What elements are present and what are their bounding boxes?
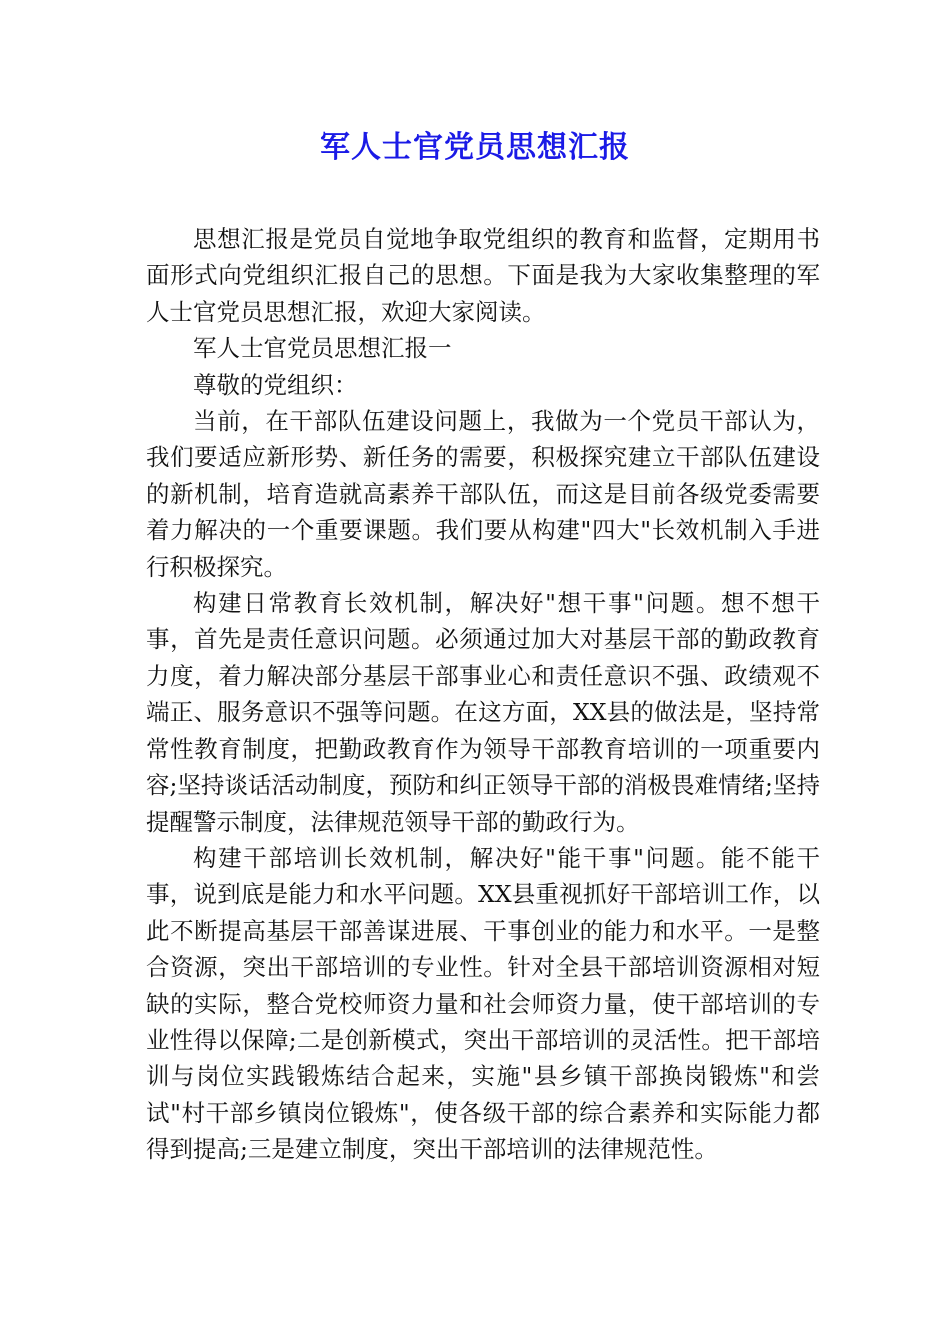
document-title: 军人士官党员思想汇报 [320,130,630,165]
paragraph-salutation: 尊敬的党组织： [193,370,358,399]
paragraph-body-3: 构建干部培训长效机制，解决好"能干事"问题。能不能干事，说到底是能力和水平问题。XX县重视抓好干部培训工作，以此不断提高基层干部善谋进展、干事创业的能力和水平。一是整合资源，突出干部培训的专业性。针对全县干部培训资源相对短缺的实际，整合党校师资力量和社会师资力量，使干部培训的专业性得以保障;二是创新模式，突出干部培训的灵活性。把干部培训与岗位实践锻炼结合起来，实施"县乡镇干部换岗锻炼"和尝试"村干部乡镇岗位锻炼"，使各级干部的综合素养和实际能力都得到提高;三是建立制度，突出干部培训的法律规范性。 [146,843,820,1164]
paragraph-subtitle: 军人士官党员思想汇报一 [193,334,452,363]
paragraph-body-2: 构建日常教育长效机制，解决好"想干事"问题。想不想干事，首先是责任意识问题。必须通过加大对基层干部的勤政教育力度，着力解决部分基层干部事业心和责任意识不强、政绩观不端正、服务意识不强等问题。在这方面，XX县的做法是，坚持常常性教育制度，把勤政教育作为领导干部教育培训的一项重要内容;坚持谈话活动制度，预防和纠正领导干部的消极畏难情绪;坚持提醒警示制度，法律规范领导干部的勤政行为。 [146,589,820,836]
paragraph-body-1: 当前，在干部队伍建设问题上，我做为一个党员干部认为，我们要适应新形势、新任务的需要，积极探究建立干部队伍建设的新机制，培育造就高素养干部队伍，而这是目前各级党委需要着力解决的一个重要课题。我们要从构建"四大"长效机制入手进行积极探究。 [146,407,820,581]
document-body [146,221,820,1168]
paragraph-intro: 思想汇报是党员自觉地争取党组织的教育和监督，定期用书面形式向党组织汇报自己的思想。下面是我为大家收集整理的军人士官党员思想汇报，欢迎大家阅读。 [146,225,820,326]
